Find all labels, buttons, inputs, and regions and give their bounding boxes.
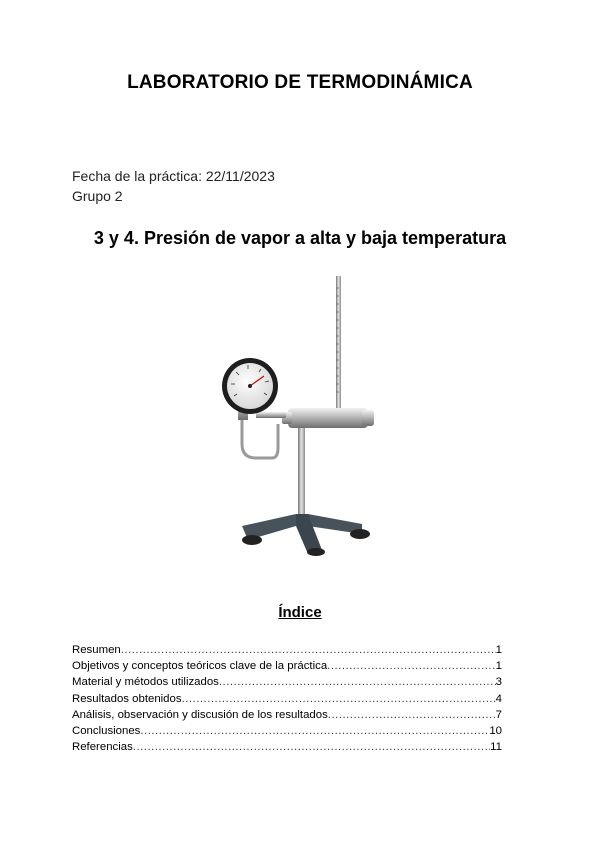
toc-entry-page: 10 [489, 724, 502, 737]
practice-date: Fecha de la práctica: 22/11/2023 [72, 168, 275, 184]
toc-entry-page: 11 [490, 741, 502, 754]
toc-entry-label: Resultados obtenidos [72, 692, 182, 705]
toc-entry-page: 7 [495, 708, 502, 721]
vapor-pressure-apparatus-image [212, 268, 388, 558]
toc-entry-page: 3 [495, 676, 502, 689]
toc-entry-page: 1 [495, 660, 502, 673]
toc-entry-page: 4 [495, 692, 502, 705]
toc-leader-dots [219, 676, 496, 688]
toc-entry-label: Objetivos y conceptos teóricos clave de la práctica [72, 660, 328, 673]
practice-group: Grupo 2 [72, 188, 123, 204]
toc-entry-label: Material y métodos utilizados [72, 676, 219, 689]
apparatus-illustration [212, 268, 388, 558]
toc-entry[interactable] [72, 741, 502, 757]
toc-leader-dots [328, 709, 496, 721]
toc-leader-dots [327, 660, 496, 672]
document-title: LABORATORIO DE TERMODINÁMICA [127, 72, 473, 93]
toc-entry[interactable] [72, 644, 502, 660]
vapor-cylinder [288, 408, 368, 428]
practice-subtitle: 3 y 4. Presión de vapor a alta y baja temperatura [93, 228, 507, 248]
toc-entry[interactable] [72, 693, 502, 709]
toc-leader-dots [140, 725, 489, 737]
toc-entry[interactable] [72, 676, 502, 692]
index-heading: Índice [278, 604, 322, 621]
practice-info [72, 166, 275, 206]
toc-entry-label: Resumen [72, 644, 121, 656]
toc-leader-dots [133, 741, 490, 753]
toc-entry-label: Conclusiones [72, 724, 141, 737]
toc-entry[interactable] [72, 725, 502, 741]
toc-leader-dots [182, 693, 496, 705]
toc-entry[interactable] [72, 660, 502, 676]
toc-entry[interactable] [72, 709, 502, 725]
table-of-contents [72, 644, 502, 757]
toc-entry-label: Referencias [72, 741, 133, 754]
toc-entry-page: 1 [495, 644, 502, 656]
toc-entry-label: Análisis, observación y discusión de los resultados [72, 708, 328, 721]
toc-leader-dots [121, 644, 496, 656]
